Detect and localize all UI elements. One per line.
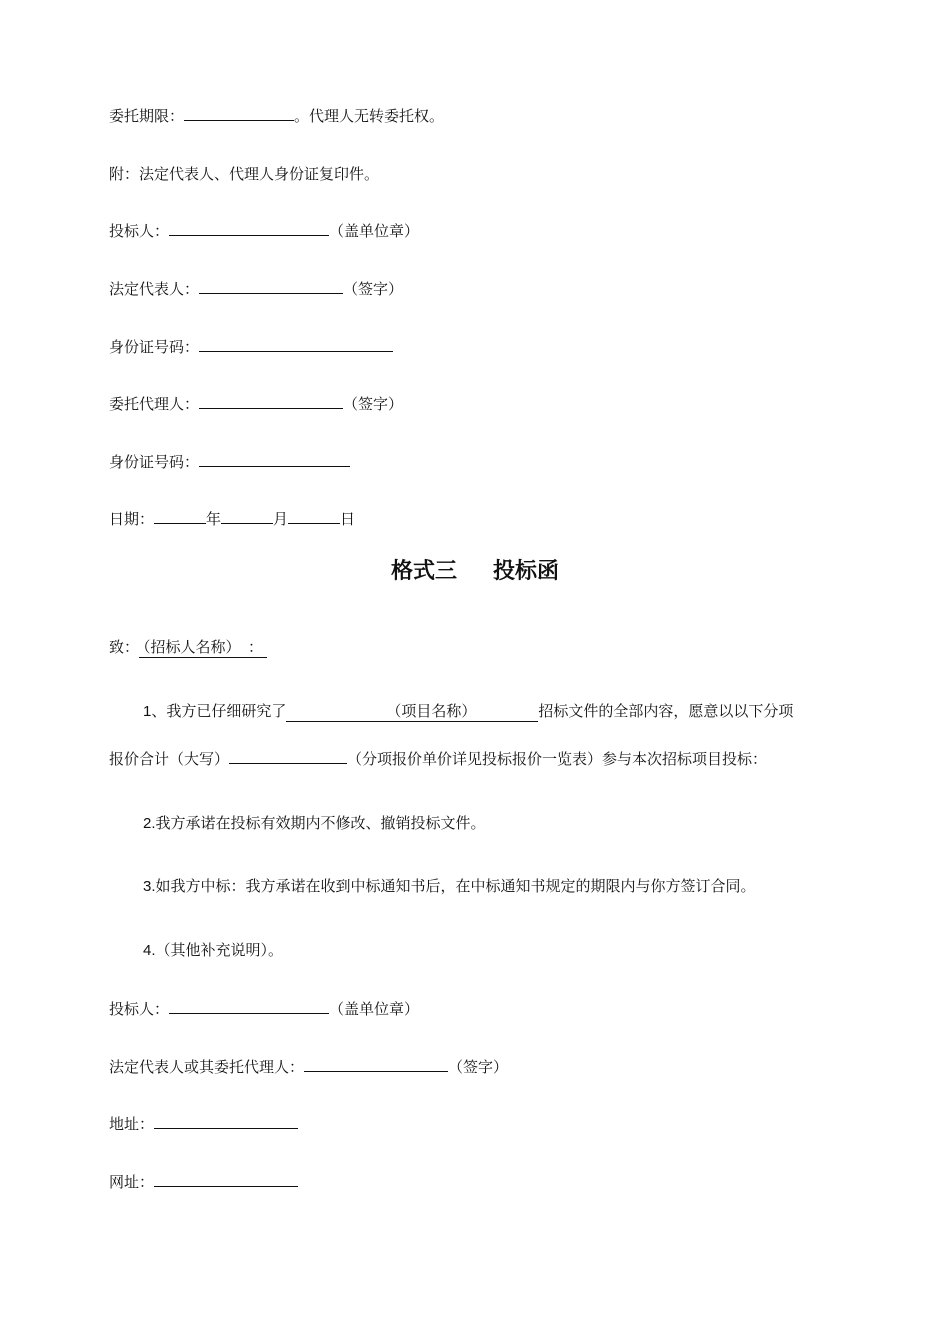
term-label: 委托期限： xyxy=(109,107,185,125)
representative-blank[interactable] xyxy=(304,1057,448,1072)
bidder-seal-note: （盖单位章） xyxy=(329,222,420,240)
total-price-label: 报价合计（大写） xyxy=(109,750,230,768)
attachment-note: 附：法定代表人、代理人身份证复印件。 xyxy=(109,165,380,183)
legal-rep-line xyxy=(109,279,403,299)
address-line xyxy=(109,1114,298,1134)
item1-line2 xyxy=(109,749,767,769)
address-label: 地址： xyxy=(109,1115,155,1133)
year-blank[interactable] xyxy=(154,509,206,524)
month-blank[interactable] xyxy=(221,509,273,524)
agent-blank[interactable] xyxy=(199,394,343,409)
id-label-2: 身份证号码： xyxy=(109,453,200,471)
bidder-label: 投标人： xyxy=(109,222,170,240)
item4-text: （其他补充说明）。 xyxy=(155,941,284,959)
bidder-line-1 xyxy=(109,221,419,241)
bidder-blank-2[interactable] xyxy=(169,999,329,1014)
id-blank-1[interactable] xyxy=(199,337,393,352)
bidder-line-2 xyxy=(109,999,419,1019)
id-blank-2[interactable] xyxy=(199,452,350,467)
day-label: 日 xyxy=(340,510,356,528)
agent-line xyxy=(109,394,403,414)
item3-line xyxy=(143,876,756,897)
address-blank[interactable] xyxy=(154,1114,298,1129)
id-number-line-1 xyxy=(109,337,393,357)
item1-line2-suffix: （分项报价单价详见投标报价一览表）参与本次招标项目投标： xyxy=(347,750,768,768)
bidder-blank[interactable] xyxy=(169,221,329,236)
month-label: 月 xyxy=(273,510,289,528)
total-price-blank[interactable] xyxy=(229,749,347,764)
agent-sign-note: （签字） xyxy=(343,395,404,413)
item1-line1 xyxy=(143,701,793,722)
item4-number: 4. xyxy=(143,942,156,959)
project-name-field[interactable]: （项目名称） xyxy=(286,702,538,722)
website-label: 网址： xyxy=(109,1173,155,1191)
id-number-line-2 xyxy=(109,452,350,472)
item2-number: 2. xyxy=(143,815,156,832)
addressee-line xyxy=(109,637,267,657)
legal-rep-label: 法定代表人： xyxy=(109,280,200,298)
bidder-label-2: 投标人： xyxy=(109,1000,170,1018)
section-title xyxy=(0,554,950,585)
item1-suffix: 招标文件的全部内容，愿意以以下分项 xyxy=(538,702,794,720)
title-format-label: 格式三 xyxy=(390,559,457,584)
day-blank[interactable] xyxy=(288,509,340,524)
website-line xyxy=(109,1172,298,1192)
representative-sign-note: （签字） xyxy=(448,1058,509,1076)
item2-text: 我方承诺在投标有效期内不修改、撤销投标文件。 xyxy=(155,814,486,832)
to-label: 致： xyxy=(109,638,140,656)
item3-number: 3. xyxy=(143,878,156,895)
date-line xyxy=(109,509,355,529)
bidder-seal-note-2: （盖单位章） xyxy=(329,1000,420,1018)
website-blank[interactable] xyxy=(154,1172,298,1187)
agent-label: 委托代理人： xyxy=(109,395,200,413)
item2-line xyxy=(143,813,486,834)
year-label: 年 xyxy=(206,510,222,528)
item1-prefix: 1、我方已仔细研究了 xyxy=(143,703,287,720)
representative-line xyxy=(109,1057,508,1077)
term-blank[interactable] xyxy=(184,106,294,121)
item4-line xyxy=(143,940,283,961)
tenderer-name-field[interactable]: （招标人名称） ： xyxy=(139,638,267,658)
representative-label: 法定代表人或其委托代理人： xyxy=(109,1058,305,1076)
term-line xyxy=(109,106,444,126)
id-label-1: 身份证号码： xyxy=(109,338,200,356)
date-label: 日期： xyxy=(109,510,155,528)
legal-rep-sign-note: （签字） xyxy=(343,280,404,298)
term-suffix: 。代理人无转委托权。 xyxy=(294,107,445,125)
legal-rep-blank[interactable] xyxy=(199,279,343,294)
title-bid-letter: 投标函 xyxy=(493,559,560,584)
item3-text: 如我方中标：我方承诺在收到中标通知书后，在中标通知书规定的期限内与你方签订合同。 xyxy=(155,877,756,895)
